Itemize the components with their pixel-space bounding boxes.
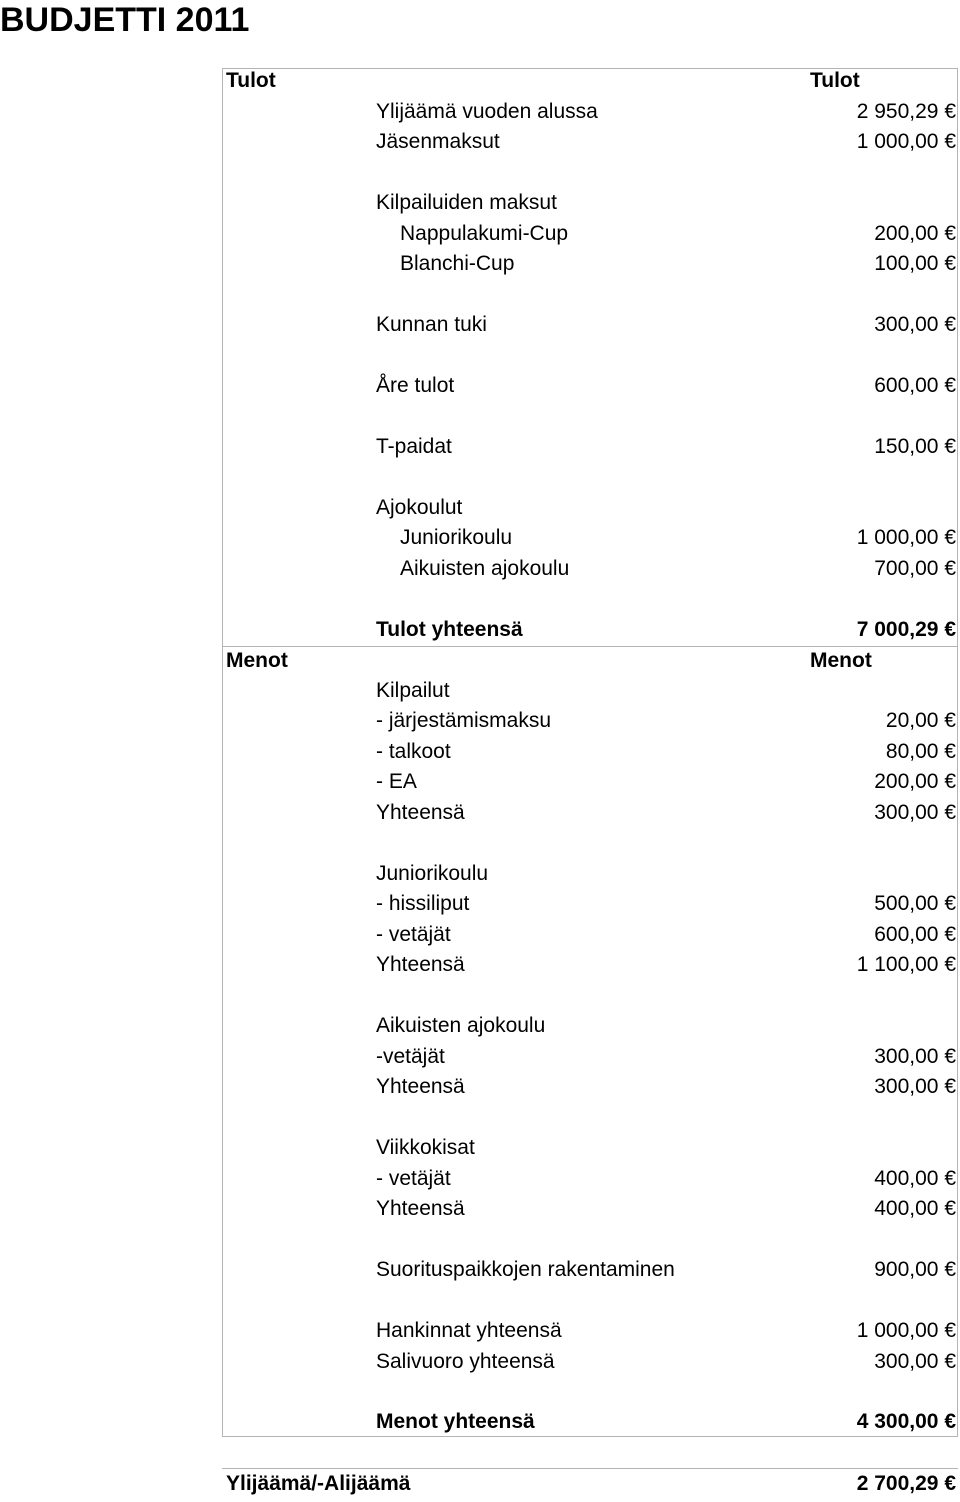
- budget-row: [0, 1072, 960, 1102]
- row-label: Suorituspaikkojen rakentaminen: [376, 1258, 675, 1281]
- row-amount: 20,00 €: [885, 709, 956, 732]
- row-amount: 400,00 €: [874, 1197, 956, 1220]
- budget-row: [0, 1011, 960, 1041]
- row-label: Nappulakumi-Cup: [400, 222, 569, 245]
- row-label: Ylijäämä vuoden alussa: [376, 100, 598, 123]
- row-amount: 300,00 €: [874, 1075, 956, 1098]
- row-amount: 200,00 €: [874, 222, 956, 245]
- row-label: Viikkokisat: [376, 1136, 475, 1159]
- menot-total-amount: 4 300,00 €: [856, 1410, 956, 1433]
- menot-column-header: Menot: [810, 649, 872, 672]
- budget-row: [0, 523, 960, 553]
- row-label: - järjestämismaksu: [376, 709, 552, 732]
- budget-row: [0, 1347, 960, 1377]
- budget-row: [0, 97, 960, 127]
- row-amount: 300,00 €: [874, 313, 956, 336]
- row-label: Kilpailuiden maksut: [376, 191, 557, 214]
- row-amount: 100,00 €: [874, 252, 956, 275]
- page-title: BUDJETTI 2011: [0, 1, 250, 39]
- row-label: Blanchi-Cup: [400, 252, 515, 275]
- row-label: - vetäjät: [376, 1167, 451, 1190]
- row-label: T-paidat: [376, 435, 452, 458]
- row-label: - vetäjät: [376, 923, 451, 946]
- budget-row: [0, 1316, 960, 1346]
- budget-row: [0, 920, 960, 950]
- tulot-section-label: Tulot: [226, 69, 276, 92]
- menot-total-label: Menot yhteensä: [376, 1410, 535, 1433]
- row-amount: 300,00 €: [874, 1350, 956, 1373]
- row-amount: 80,00 €: [885, 740, 956, 763]
- row-amount: 300,00 €: [874, 801, 956, 824]
- row-amount: 200,00 €: [874, 770, 956, 793]
- tulot-header-row: [0, 66, 960, 96]
- row-label: Kilpailut: [376, 679, 450, 702]
- row-label: - talkoot: [376, 740, 451, 763]
- row-amount: 700,00 €: [874, 557, 956, 580]
- budget-row: [0, 767, 960, 797]
- row-amount: 300,00 €: [874, 1045, 956, 1068]
- menot-total-row: [0, 1407, 960, 1437]
- budget-row: [0, 219, 960, 249]
- budget-row: [0, 1133, 960, 1163]
- row-amount: 1 000,00 €: [856, 130, 956, 153]
- budget-row: [0, 737, 960, 767]
- budget-row: [0, 371, 960, 401]
- row-label: - EA: [376, 770, 417, 793]
- row-amount: 1 100,00 €: [856, 953, 956, 976]
- result-row: [0, 1469, 960, 1499]
- row-amount: 1 000,00 €: [856, 1319, 956, 1342]
- budget-row: [0, 493, 960, 523]
- row-label: Jäsenmaksut: [376, 130, 500, 153]
- tulot-total-label: Tulot yhteensä: [376, 618, 523, 641]
- row-label: Yhteensä: [376, 1075, 465, 1098]
- budget-row: [0, 1164, 960, 1194]
- row-label: Hankinnat yhteensä: [376, 1319, 562, 1342]
- budget-row: [0, 798, 960, 828]
- row-label: Yhteensä: [376, 801, 465, 824]
- row-label: -vetäjät: [376, 1045, 445, 1068]
- row-label: Ajokoulut: [376, 496, 463, 519]
- row-label: Aikuisten ajokoulu: [400, 557, 570, 580]
- budget-row: [0, 310, 960, 340]
- tulot-total-row: [0, 615, 960, 645]
- budget-row: [0, 249, 960, 279]
- budget-row: [0, 889, 960, 919]
- row-amount: 600,00 €: [874, 374, 956, 397]
- row-label: Kunnan tuki: [376, 313, 487, 336]
- budget-row: [0, 950, 960, 980]
- row-amount: 1 000,00 €: [856, 526, 956, 549]
- budget-row: [0, 554, 960, 584]
- budget-row: [0, 706, 960, 736]
- menot-section-label: Menot: [226, 649, 288, 672]
- budget-row: [0, 1042, 960, 1072]
- menot-header-row: [0, 646, 960, 676]
- row-label: Salivuoro yhteensä: [376, 1350, 555, 1373]
- result-label: Ylijäämä/-Alijäämä: [226, 1472, 411, 1495]
- tulot-column-header: Tulot: [810, 69, 860, 92]
- row-amount: 500,00 €: [874, 892, 956, 915]
- row-amount: 2 950,29 €: [856, 100, 956, 123]
- row-label: Juniorikoulu: [376, 862, 489, 885]
- budget-row: [0, 1255, 960, 1285]
- tulot-total-amount: 7 000,29 €: [856, 618, 956, 641]
- row-label: Yhteensä: [376, 953, 465, 976]
- row-label: - hissiliput: [376, 892, 470, 915]
- budget-row: [0, 188, 960, 218]
- row-amount: 600,00 €: [874, 923, 956, 946]
- budget-row: [0, 676, 960, 706]
- row-label: Juniorikoulu: [400, 526, 513, 549]
- row-label: Åre tulot: [376, 374, 455, 397]
- row-amount: 400,00 €: [874, 1167, 956, 1190]
- row-label: Aikuisten ajokoulu: [376, 1014, 546, 1037]
- row-amount: 900,00 €: [874, 1258, 956, 1281]
- result-amount: 2 700,29 €: [856, 1472, 956, 1495]
- row-label: Yhteensä: [376, 1197, 465, 1220]
- budget-row: [0, 127, 960, 157]
- row-amount: 150,00 €: [874, 435, 956, 458]
- budget-row: [0, 859, 960, 889]
- budget-row: [0, 432, 960, 462]
- budget-row: [0, 1194, 960, 1224]
